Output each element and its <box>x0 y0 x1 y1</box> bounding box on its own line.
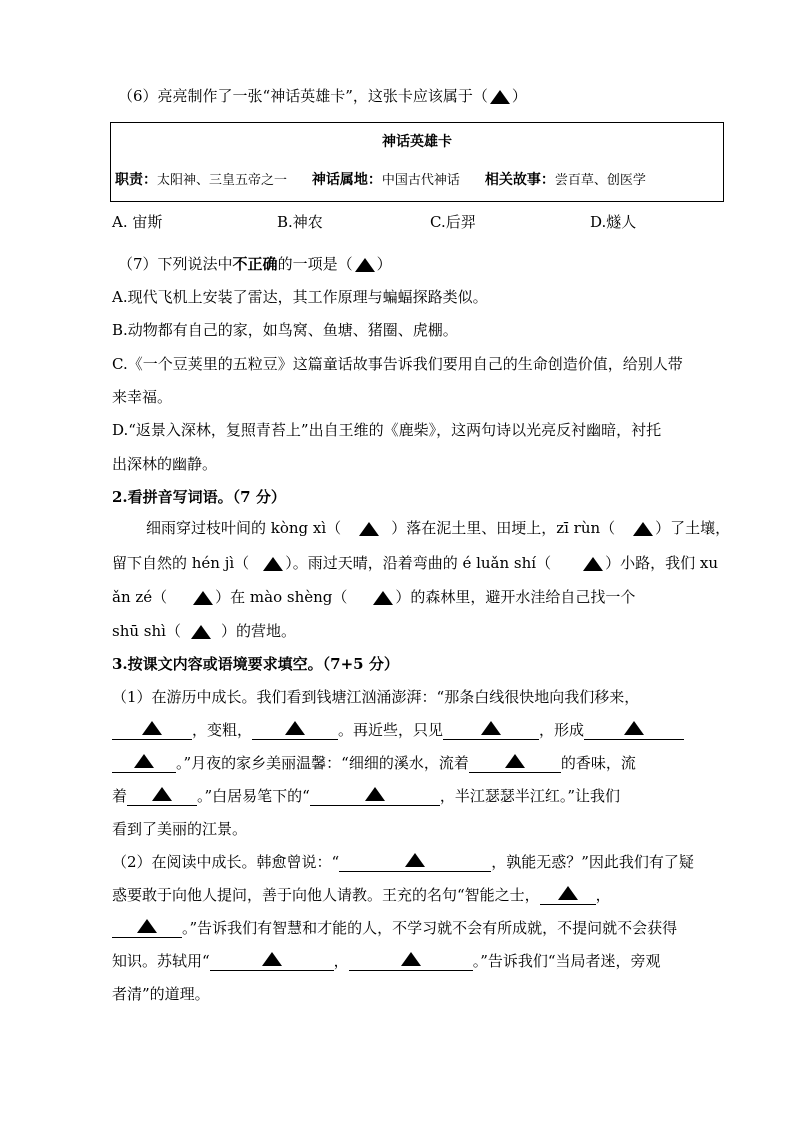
fill-p1-line4: 着 。”白居易笔下的“ ，半江瑟瑟半江红。”让我们 <box>112 787 621 805</box>
q7-stem: （7）下列说法中不正确的一项是（ ） <box>118 255 392 273</box>
hero-card <box>110 122 724 202</box>
q6-option-b: B.神农 <box>277 213 323 231</box>
q7-option-a: A.现代飞机上安装了雷达，其工作原理与蝙蝠探路类似。 <box>112 288 488 306</box>
fill-blank[interactable] <box>339 853 491 872</box>
answer-triangle-icon <box>355 258 375 272</box>
fill-blank[interactable] <box>443 721 539 740</box>
answer-triangle-icon <box>142 721 162 735</box>
answer-triangle-icon <box>263 557 283 571</box>
answer-triangle-icon <box>359 522 379 536</box>
fill-blank[interactable] <box>310 787 440 806</box>
fill-blank[interactable] <box>112 919 182 938</box>
answer-triangle-icon <box>262 952 282 966</box>
answer-triangle-icon <box>373 591 393 605</box>
answer-triangle-icon <box>633 522 653 536</box>
pinyin-line-3: ǎn zé（ ）在 mào shèng（ ）的森林里，避开水洼给自己找一个 <box>112 588 636 606</box>
answer-triangle-icon <box>505 754 525 768</box>
fill-p1-line1: （1）在游历中成长。我们看到钱塘江汹涌澎湃：“那条白线很快地向我们移来， <box>112 688 640 706</box>
answer-triangle-icon <box>481 721 501 735</box>
fill-blank[interactable] <box>210 952 334 971</box>
fill-blank[interactable] <box>252 721 338 740</box>
answer-triangle-icon <box>193 591 213 605</box>
q7-option-d-line2: 出深林的幽静。 <box>112 455 218 473</box>
fill-p1-line5: 看到了美丽的江景。 <box>112 820 248 838</box>
pinyin-line-4: shū shì（ ）的营地。 <box>112 622 296 640</box>
card-title: 神话英雄卡 <box>382 134 452 150</box>
answer-triangle-icon <box>365 787 385 801</box>
fill-p2-line1: （2）在阅读中成长。韩愈曾说：“ ，孰能无惑？”因此我们有了疑 <box>112 853 694 871</box>
q6-option-a: A. 宙斯 <box>112 213 163 231</box>
section3-heading: 3.按课文内容或语境要求填空。（7+5 分） <box>112 655 399 673</box>
fill-p1-line2: ，变粗， 。再近些，只见 ，形成 <box>112 720 684 740</box>
answer-triangle-icon <box>558 886 578 900</box>
answer-triangle-icon <box>191 625 211 639</box>
answer-triangle-icon <box>152 787 172 801</box>
fill-p2-line5: 者清”的道理。 <box>112 985 210 1003</box>
fill-p2-line4: 知识。苏轼用“ ， 。”告诉我们“当局者迷，旁观 <box>112 952 661 970</box>
q7-option-d-line1: D.“返景入深林，复照青苔上”出自王维的《鹿柴》，这两句诗以光亮反衬幽暗，衬托 <box>112 421 662 439</box>
section2-heading: 2.看拼音写词语。（7 分） <box>112 488 286 506</box>
fill-blank[interactable] <box>584 721 684 740</box>
fill-blank[interactable] <box>112 721 192 740</box>
fill-p2-line3: 。”告诉我们有智慧和才能的人，不学习就不会有所成就，不提问就不会获得 <box>112 918 677 938</box>
q7-option-b: B.动物都有自己的家，如鸟窝、鱼塘、猪圈、虎棚。 <box>112 321 458 339</box>
fill-blank[interactable] <box>540 886 596 905</box>
fill-blank[interactable] <box>112 754 176 773</box>
answer-triangle-icon <box>134 754 154 768</box>
fill-blank[interactable] <box>349 952 473 971</box>
answer-triangle-icon <box>490 90 510 104</box>
pinyin-line-2: 留下自然的 hén jì（ ）。雨过天晴，沿着弯曲的 é luǎn shí（ ）小路，我们 xu <box>112 554 718 572</box>
answer-triangle-icon <box>624 721 644 735</box>
answer-triangle-icon <box>583 557 603 571</box>
q6-option-d: D.燧人 <box>590 213 637 231</box>
answer-triangle-icon <box>405 853 425 867</box>
pinyin-line-1: 细雨穿过枝叶间的 kòng xì（ ）落在泥土里、田埂上，zī rùn（ ）了土壤， <box>146 519 731 537</box>
q7-option-c-line1: C.《一个豆荚里的五粒豆》这篇童话故事告诉我们要用自己的生命创造价值，给别人带 <box>112 355 683 373</box>
q6-option-c: C.后羿 <box>430 213 476 231</box>
answer-triangle-icon <box>285 721 305 735</box>
fill-p1-line3: 。”月夜的家乡美丽温馨：“细细的溪水，流着 的香味，流 <box>112 753 636 773</box>
fill-blank[interactable] <box>469 754 561 773</box>
q7-option-c-line2: 来幸福。 <box>112 388 173 406</box>
answer-triangle-icon <box>137 919 157 933</box>
fill-p2-line2: 惑要敢于向他人提问，善于向他人请教。王充的名句“智能之士， ， <box>112 886 611 904</box>
q6-stem: （6）亮亮制作了一张“神话英雄卡”，这张卡应该属于（ ） <box>118 87 527 105</box>
card-info-row: 职责：太阳神、三皇五帝之一 神话属地：中国古代神话 相关故事：尝百草、创医学 <box>115 172 646 188</box>
answer-triangle-icon <box>401 952 421 966</box>
fill-blank[interactable] <box>127 787 197 806</box>
